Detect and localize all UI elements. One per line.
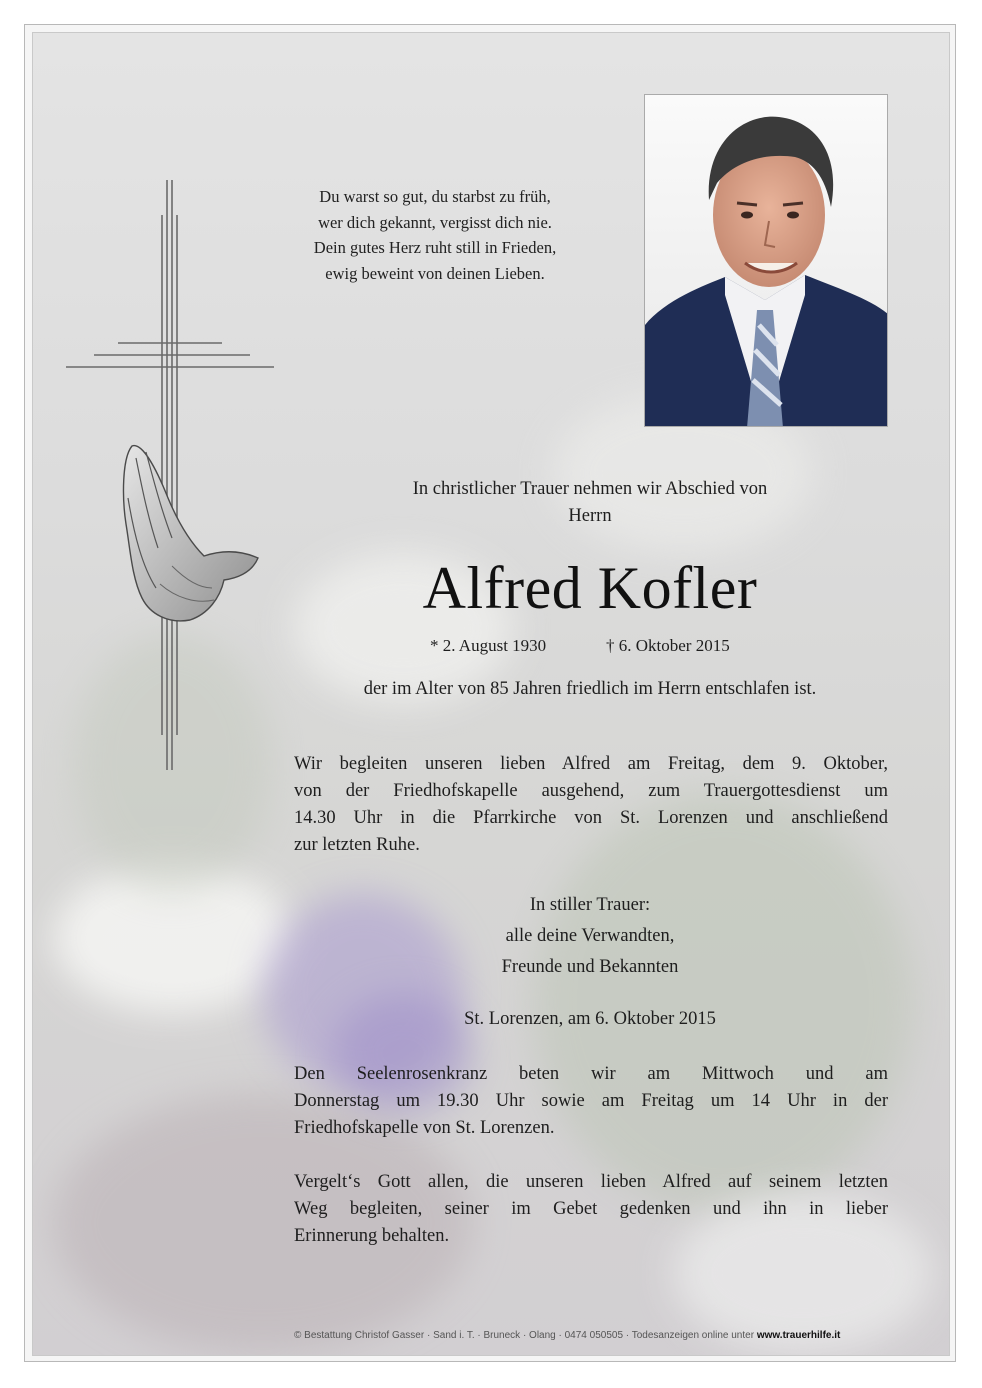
praying-hands-icon xyxy=(112,438,262,628)
mourners-line: In stiller Trauer: xyxy=(529,895,651,915)
paragraph-line: Donnerstag um 19.30 Uhr sowie am Freitag um 14 Uhr in der xyxy=(294,1091,888,1111)
deceased-portrait xyxy=(644,94,888,427)
paragraph-line: zur letzten Ruhe. xyxy=(294,835,420,855)
mourners-line: Freunde und Bekannten xyxy=(501,957,679,977)
footer-credit xyxy=(294,1330,950,1341)
life-dates xyxy=(430,636,790,660)
intro-line: In christlicher Trauer nehmen wir Abschied von xyxy=(412,479,768,499)
paragraph-line: Wir begleiten unseren lieben Alfred am Freitag, dem 9. Oktober, xyxy=(294,754,888,774)
thanks-paragraph xyxy=(294,1169,888,1250)
deceased-name: Alfred Kofler xyxy=(422,555,758,621)
paragraph-line: von der Friedhofskapelle ausgehend, zum Trauergottesdienst um xyxy=(294,781,888,801)
memorial-verse xyxy=(280,184,590,286)
intro-text xyxy=(340,476,840,530)
birth-date: * 2. August 1930 xyxy=(430,636,547,655)
paragraph-line: Weg begleiten, seiner im Gebet gedenken und ihn in lieber xyxy=(294,1199,888,1219)
paragraph-line: 14.30 Uhr in die Pfarrkirche von St. Lorenzen und anschließend xyxy=(294,808,888,828)
footer-text: © Bestattung Christof Gasser · Sand i. T. · Bruneck · Olang · 0474 050505 · Todesanzeigen online unter xyxy=(294,1330,755,1341)
footer-link[interactable]: www.trauerhilfe.it xyxy=(756,1330,841,1341)
mourners-line: alle deine Verwandten, xyxy=(505,926,675,946)
mourners-block xyxy=(390,890,790,983)
paragraph-line: Friedhofskapelle von St. Lorenzen. xyxy=(294,1118,555,1138)
death-date: † 6. Oktober 2015 xyxy=(606,636,730,655)
intro-line: Herrn xyxy=(568,506,612,526)
paragraph-line: Erinnerung behalten. xyxy=(294,1226,450,1246)
verse-line: wer dich gekannt, vergisst dich nie. xyxy=(318,212,552,232)
funeral-paragraph xyxy=(294,751,888,859)
place-and-date: St. Lorenzen, am 6. Oktober 2015 xyxy=(464,1009,716,1029)
paragraph-line: Vergelt‘s Gott allen, die unseren lieben Alfred auf seinem letzten xyxy=(294,1172,888,1192)
verse-line: Du warst so gut, du starbst zu früh, xyxy=(319,187,551,206)
rosary-paragraph xyxy=(294,1061,888,1142)
verse-line: Dein gutes Herz ruht still in Frieden, xyxy=(313,238,557,257)
paragraph-line: Den Seelenrosenkranz beten wir am Mittwoch und am xyxy=(294,1064,888,1084)
verse-line: ewig beweint von deinen Lieben. xyxy=(325,263,545,283)
age-statement: der im Alter von 85 Jahren friedlich im Herrn entschlafen ist. xyxy=(363,679,817,699)
